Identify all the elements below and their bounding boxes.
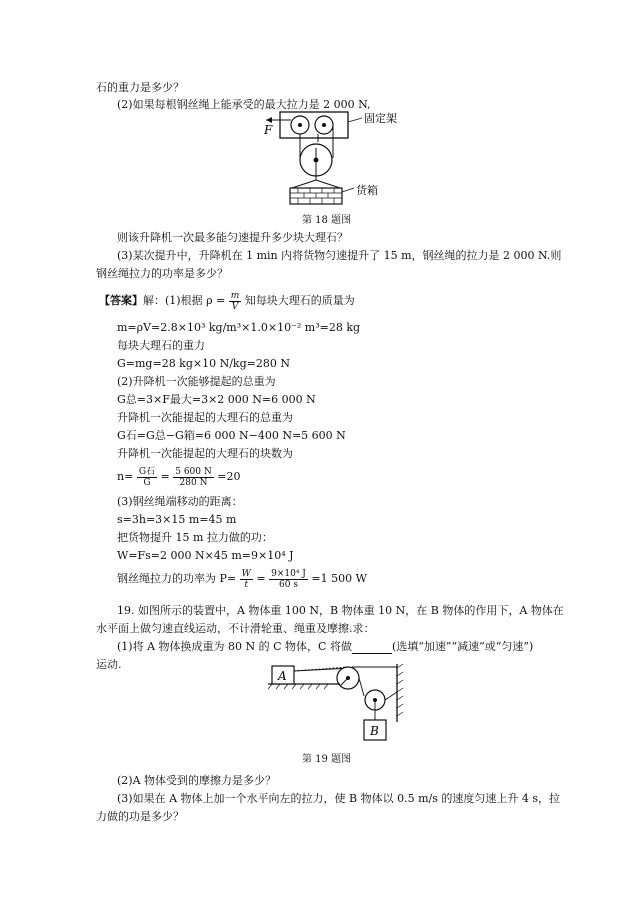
q19-line-1: 19. 如图所示的装置中，A 物体重 100 N，B 物体重 10 N，在 B 物体的作用下，A 物体在	[117, 604, 564, 617]
count-f2-num: 5 600 N	[175, 466, 212, 477]
q18-label-F: F	[264, 123, 273, 137]
q18-label-box: 货箱	[356, 184, 378, 197]
q18-line-4: (3)某次提升中，升降机在 1 min 内将货物匀速提升了 15 m，钢丝绳的拉力是 2 000 N.则	[117, 249, 562, 262]
q19-label-B: B	[370, 724, 379, 738]
answer-step-distance: (3)钢丝绳端移动的距离：	[117, 495, 243, 508]
distance-equation: s=3h=3×15 m=45 m	[117, 513, 237, 526]
q19-line-2: 水平面上做匀速直线运动，不计滑轮重、绳重及摩擦.求：	[96, 622, 375, 635]
q19-answer-blank[interactable]	[352, 642, 392, 654]
q18-label-frame: 固定架	[364, 112, 397, 125]
count-lhs: n=	[117, 470, 134, 483]
power-f1-num: W	[241, 568, 251, 579]
work-equation: W=Fs=2 000 N×45 m=9×10⁴ J	[117, 549, 294, 562]
power-equation: 钢丝绳拉力的功率为 P= $\frac{W}{t}$ = $\frac{\text{9×10⁴ J}}{60 s}$ =1 500 W	[117, 568, 367, 590]
answer-tag: 【答案】	[99, 294, 143, 307]
weight-equation: G=mg=28 kg×10 N/kg=280 N	[117, 357, 290, 370]
power-fraction-2	[269, 569, 308, 590]
power-f1-den: t	[244, 579, 249, 590]
power-f2-den: 60 s	[279, 579, 298, 590]
total-weight-equation: G总=3×F最大=3×2 000 N=6 000 N	[117, 393, 316, 406]
stone-weight-equation: G石=G总−G箱=6 000 N−400 N=5 600 N	[117, 429, 346, 442]
count-f2-den: 280 N	[179, 477, 208, 488]
mass-equation: m=ρV=2.8×10³ kg/m³×1.0×10⁻² m³=28 kg	[117, 321, 361, 334]
q18-pulley-figure	[258, 108, 418, 212]
q18-figure-caption: 第 18 题图	[302, 215, 352, 226]
rho-denominator: V	[231, 301, 239, 312]
q18-line-2: (2)如果每根钢丝绳上能承受的最大拉力是 2 000 N,	[117, 98, 371, 111]
q19-line-7: 力做的功是多少？	[96, 810, 184, 823]
count-equation: n= $\frac{\text{G石}}{G}$ = $\frac{5 600 N}{280 N}$ =20	[117, 466, 241, 488]
answer-step-weight: 每块大理石的重力	[117, 339, 205, 352]
power-fraction-1	[240, 569, 253, 590]
count-fraction-1	[137, 467, 157, 488]
q18-line-5: 钢丝绳拉力的功率是多少？	[96, 267, 228, 280]
count-fraction-2	[173, 467, 214, 488]
q19-line-3a: (1)将 A 物体换成重为 80 N 的 C 物体，C 将做	[117, 640, 352, 653]
answer-line-1	[99, 290, 355, 312]
q18-line-3: 则该升降机一次最多能匀速提升多少块大理石？	[117, 231, 348, 244]
q19-line-3b: (选填“加速”“减速”或“匀速”)	[391, 640, 534, 653]
power-f2-num: 9×10⁴ J	[271, 568, 306, 579]
answer-step-stone: 升降机一次能提起的大理石的总重为	[117, 411, 293, 424]
power-lhs: 钢丝绳拉力的功率为 P=	[117, 572, 237, 585]
power-rhs: =1 500 W	[311, 572, 367, 585]
q18-line-1: 石的重力是多少？	[96, 81, 184, 94]
q19-figure-caption: 第 19 题图	[302, 754, 352, 765]
rho-fraction	[229, 291, 242, 312]
count-f1-den: G	[143, 477, 151, 488]
q19-line-3	[117, 639, 533, 654]
q19-line-4: 运动.	[96, 658, 122, 671]
q19-label-A: A	[278, 669, 287, 683]
answer-intro: 解：(1)根据 ρ =	[143, 294, 226, 307]
count-f1-num: G石	[138, 466, 156, 477]
answer-step-total: (2)升降机一次能够提起的总重为	[117, 375, 276, 388]
q19-line-5: (2)A 物体受到的摩擦力是多少？	[117, 774, 277, 787]
q19-pulley-figure	[262, 662, 412, 752]
answer-intro-tail: 知每块大理石的质量为	[244, 294, 355, 307]
count-rhs: =20	[217, 470, 241, 483]
answer-step-work: 把货物提升 15 m 拉力做的功：	[117, 531, 273, 544]
answer-step-count: 升降机一次能提起的大理石的块数为	[117, 447, 293, 460]
rho-numerator: m	[230, 290, 240, 301]
q19-line-6: (3)如果在 A 物体上加一个水平向左的拉力，使 B 物体以 0.5 m/s 的速度匀速上升 4 s，拉	[117, 792, 560, 805]
